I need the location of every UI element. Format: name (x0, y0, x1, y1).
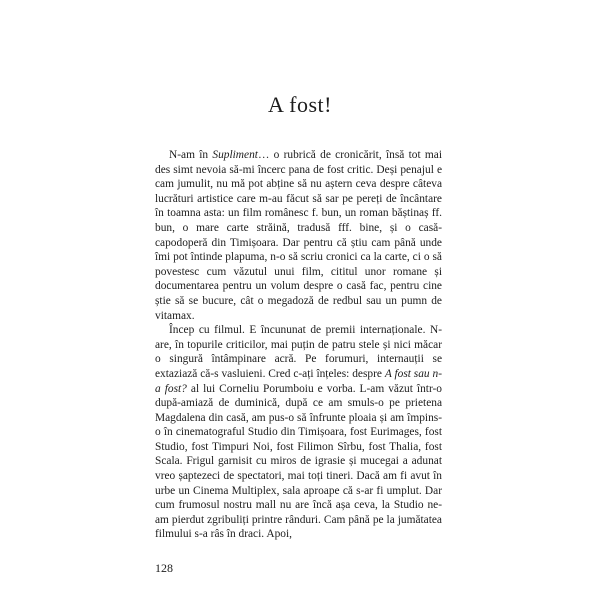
body-text (155, 148, 442, 542)
italic-title: Supliment (212, 149, 258, 161)
text-run: Încep cu filmul. E încununat de premii internaționale. N-are, în topurile criticilor, mai puțin de patru stele și nici măcar o singură întâmpinare acră. Pe forumuri, internauții se extaziază că-s vasluieni. Cred c-ați înțeles: despre (155, 324, 442, 380)
paragraph (155, 148, 442, 323)
page-number: 128 (155, 561, 173, 575)
italic-title: A fost sau n-a fost? (155, 367, 442, 395)
text-run: … o rubrică de cronicărit, însă tot mai des simt nevoia să-mi încerc pana de fost critic. Deși penajul e cam jumulit, nu mă pot abține să nu aștern ceva despre câteva lucrături artistice care m-au făcut să sar pe pereți de încântare în toamna asta: un film românesc f. bun, un roman băștinaș ff. bun, o mare carte străină, tradusă fff. bine, și o casă-capodoperă din Timișoara. Dar pentru că știu cam până unde îmi pot întinde plapuma, n-o să scriu cronici ca la carte, ci o să povestesc cum văzutul unui film, cititul unor romane și documentarea pentru un volum despre o casă fac, pentru cine știe să se bucure, cât o megadoză de redbul sau un pumn de vitamax. (155, 149, 442, 322)
chapter-title: A fost! (268, 92, 332, 117)
paragraph (155, 323, 442, 542)
text-run: al lui Corneliu Porumboiu e vorba. L-am văzut într-o după-amiază de duminică, după ce am smuls-o pe prietena Magdalena din casă, am pus-o să înfrunte ploaia și am împins-o în cinematograful Studio din Timișoara, fost Eurimages, fost Studio, fost Timpuri Noi, fost Filimon Sîrbu, fost Thalia, fost Scala. Frigul garnisit cu miros de igrasie și mucegai a adunat vreo șaptezeci de spectatori, mai toți tineri. Dacă am fi avut în urbe un Cinema Multiplex, sala aproape că s-ar fi umplut. Dar cum frumosul nostru mall nu are încă așa ceva, la Studio ne-am pierdut zgribuliți printre rânduri. Cam până pe la jumătatea filmului s-a râs în draci. Apoi, (155, 382, 442, 541)
text-run: N-am în (169, 149, 213, 161)
